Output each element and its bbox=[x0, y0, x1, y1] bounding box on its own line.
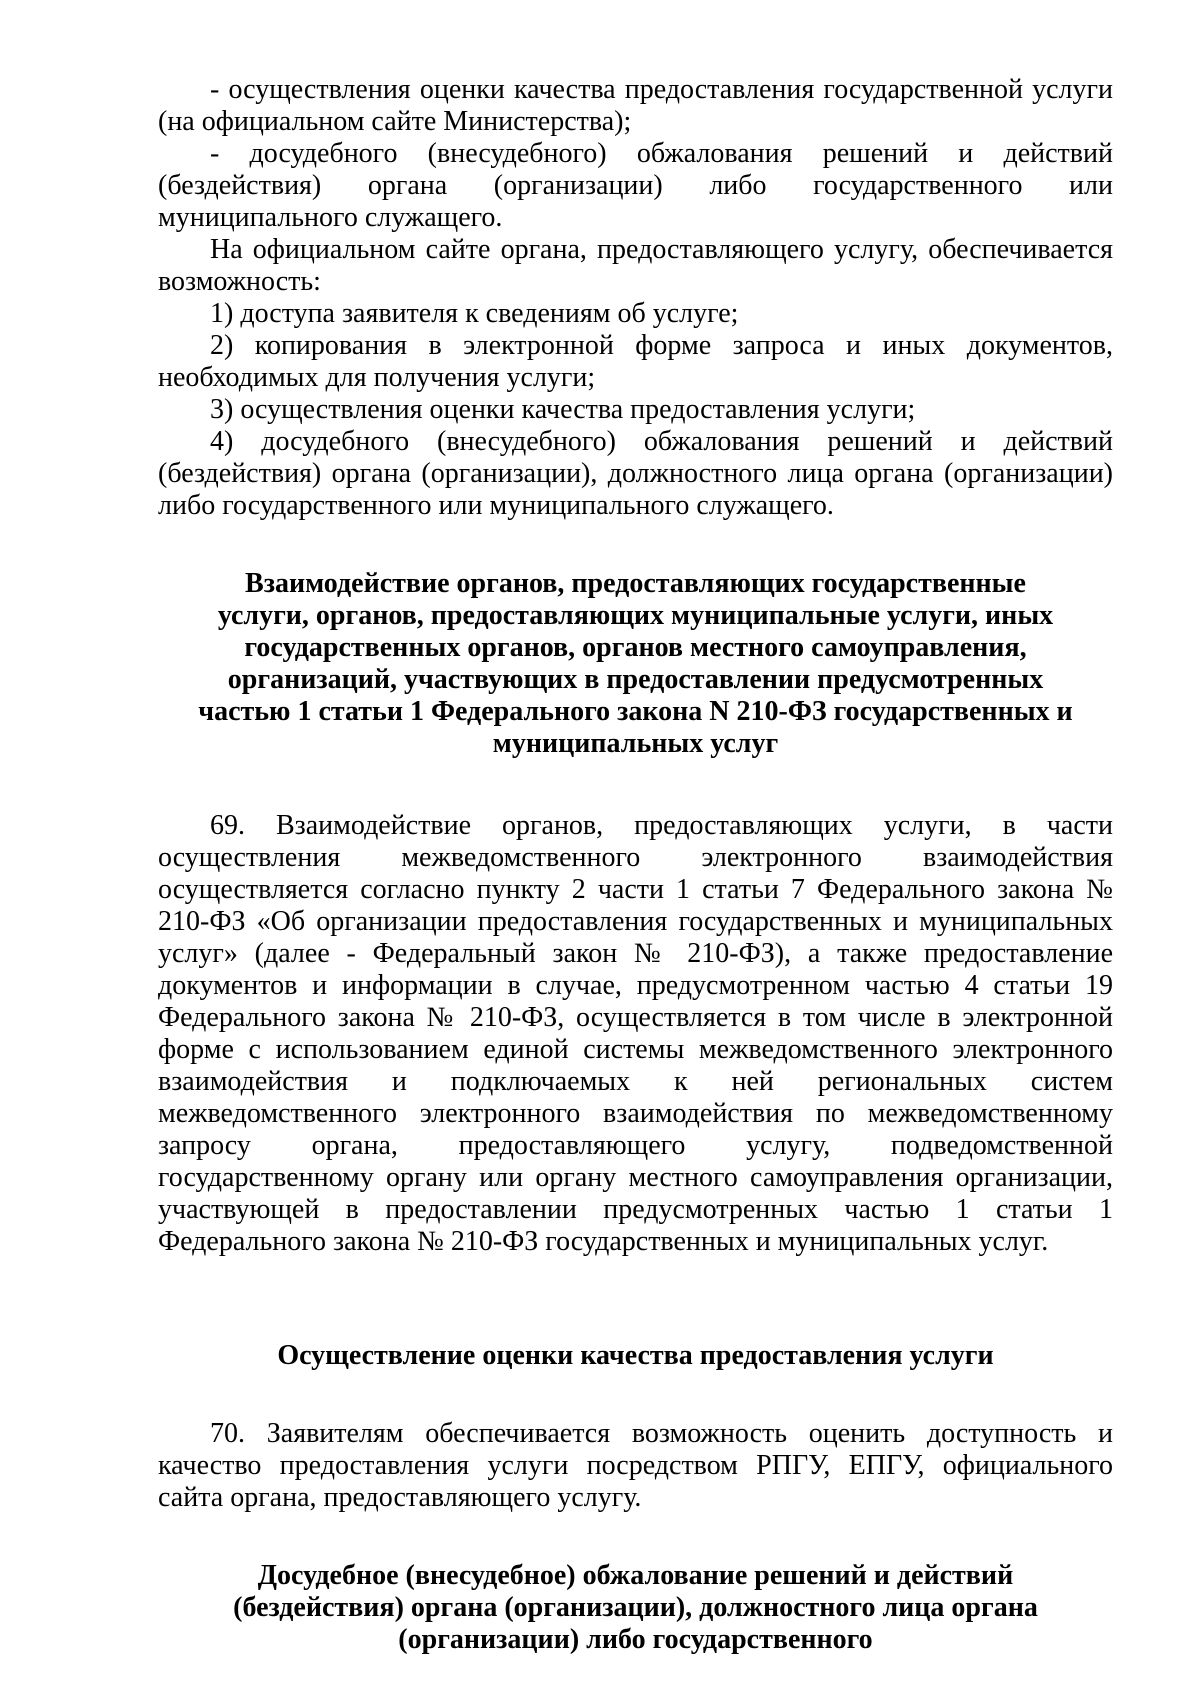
document-page bbox=[158, 74, 1113, 1656]
list-item-2: 2) копирования в электронной форме запроса и иных документов, необходимых для получения услуги; bbox=[158, 330, 1113, 393]
list-item-1: 1) доступа заявителя к сведениям об услуге; bbox=[210, 298, 739, 329]
intro-item-appeal: - досудебного (внесудебного) обжалования решений и действий (бездействия) органа (организации) либо государственного или муниципального служащего. bbox=[158, 138, 1113, 233]
intro-site-capabilities: На официальном сайте органа, предоставляющего услугу, обеспечивается возможность: bbox=[158, 234, 1113, 297]
section-heading-appeal: Досудебное (внесудебное) обжалование решений и действий (бездействия) органа (организации), должностного лица органа (организации) либо государственного bbox=[233, 1560, 1038, 1655]
list-item-3: 3) осуществления оценки качества предоставления услуги; bbox=[210, 394, 916, 425]
list-item-4: 4) досудебного (внесудебного) обжалования решений и действий (бездействия) органа (организации), должностного лица органа (организации) либо государственного или муниципального служащего. bbox=[158, 426, 1113, 521]
paragraph-70: 70. Заявителям обеспечивается возможность оценить доступность и качество предоставления услуги посредством РПГУ, ЕПГУ, официального сайта органа, предоставляющего услугу. bbox=[158, 1418, 1113, 1513]
section-heading-interaction: Взаимодействие органов, предоставляющих государственные услуги, органов, предоставляющих муниципальные услуги, иных государственных органов, органов местного самоуправления, организаций, участвующих в предоставлении предусмотренных частью 1 статьи 1 Федерального закона N 210-ФЗ государственных и муниципальных услуг bbox=[198, 568, 1073, 759]
section-heading-rating: Осуществление оценки качества предоставления услуги bbox=[277, 1340, 994, 1371]
intro-item-rating: - осуществления оценки качества предоставления государственной услуги (на официальном сайте Министерства); bbox=[158, 74, 1113, 137]
paragraph-69: 69. Взаимодействие органов, предоставляющих услуги, в части осуществления межведомственного электронного взаимодействия осуществляется согласно пункту 2 части 1 статьи 7 Федерального закона № 210-ФЗ «Об организации предоставления государственных и муниципальных услуг» (далее - Федеральный закон № 210-ФЗ), а также предоставление документов и информации в случае, предусмотренном частью 4 статьи 19 Федерального закона № 210-ФЗ, осуществляется в том числе в электронной форме с использованием единой системы межведомственного электронного взаимодействия и подключаемых к ней региональных систем межведомственного электронного взаимодействия по межведомственному запросу органа, предоставляющего услугу, подведомственной государственному органу или органу местного самоуправления организации, участвующей в предоставлении предусмотренных частью 1 статьи 1 Федерального закона № 210-ФЗ государственных и муниципальных услуг. bbox=[158, 810, 1113, 1257]
